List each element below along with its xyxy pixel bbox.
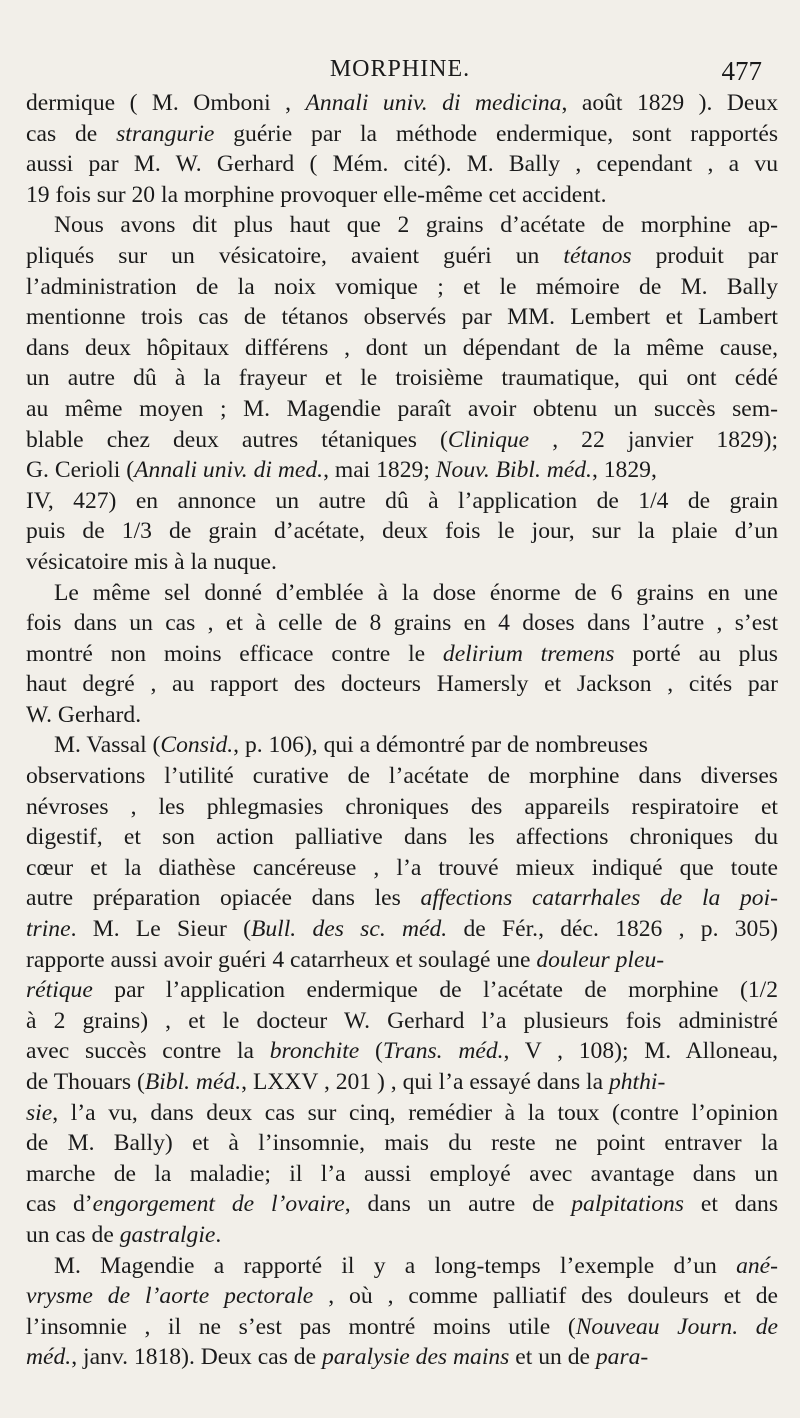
text-line [26, 1220, 778, 1251]
text-line [26, 1281, 778, 1312]
text-run: un cas de [26, 1221, 120, 1248]
text-run: , 22 janvier 1829); [529, 426, 778, 453]
italic-run: paralysie des mains [321, 1344, 510, 1371]
italic-run: sie [26, 1099, 53, 1126]
text-line [26, 425, 778, 456]
paragraph [26, 88, 778, 210]
italic-run: ané- [736, 1252, 778, 1279]
text-run: l’insomnie , il ne s’est pas montré moins utile ( [26, 1313, 576, 1340]
text-line [26, 669, 778, 700]
text-run: fois dans un cas , et à celle de 8 grains en 4 doses dans l’autre , s’est [26, 610, 778, 637]
paragraph [26, 730, 778, 1250]
text-run: et dans [684, 1191, 778, 1218]
paragraph [26, 1251, 778, 1373]
text-line [26, 180, 778, 211]
text-line [26, 486, 778, 517]
text-run: de Fér., déc. 1826 , p. 305) [447, 916, 778, 943]
text-line [26, 883, 778, 914]
text-run: et un de [509, 1344, 596, 1371]
text-run: Le même sel donné d’emblée à la dose énorme de 6 grains en une [54, 579, 778, 606]
text-run: porté au plus [614, 640, 778, 667]
italic-run: rétique [26, 977, 93, 1004]
running-title: MORPHINE. [329, 56, 471, 82]
italic-run: Trans. méd. [382, 1038, 504, 1065]
text-run: . [215, 1221, 222, 1248]
italic-run: strangurie [116, 120, 215, 147]
italic-run: tétanos [563, 242, 632, 269]
text-run: l’administration de la noix vomique ; et le mémoire de M. Bally [26, 273, 778, 300]
page-number: 477 [721, 56, 762, 86]
text-line [26, 516, 778, 547]
italic-run: engorgement de l’ovaire [92, 1191, 345, 1218]
text-run: au même moyen ; M. Magendie paraît avoir obtenu un succès sem- [26, 395, 778, 422]
text-run: cas d’ [26, 1191, 93, 1218]
italic-run: Nouveau Journ. de [575, 1313, 778, 1340]
page-header [0, 56, 800, 90]
text-run: avec succès contre la [26, 1038, 270, 1065]
text-run: marche de la maladie; il l’a aussi employé avec avantage dans un [26, 1160, 778, 1187]
italic-run: phthi- [608, 1069, 666, 1095]
text-run: vésicatoire mis à la nuque. [26, 548, 277, 575]
paragraph [26, 210, 778, 577]
text-line [26, 608, 778, 639]
text-run: montré non moins efficace contre le [26, 640, 443, 667]
text-run: à 2 grains) , et le docteur W. Gerhard l’a plusieurs fois administré [26, 1007, 778, 1034]
text-line [26, 1189, 778, 1220]
paragraph [26, 578, 778, 731]
text-run: digestif, et son action palliative dans les affections chroniques du [26, 824, 778, 851]
text-line [26, 1006, 778, 1037]
text-line [26, 394, 778, 425]
text-line [26, 1342, 778, 1373]
italic-run: Bull. des sc. méd. [250, 916, 448, 943]
text-run: puis de 1/3 de grain d’acétate, deux fois le jour, sur la plaie d’un [26, 518, 778, 545]
text-line [26, 822, 778, 853]
text-line [26, 149, 778, 180]
text-run: , où , comme palliatif des douleurs et de [313, 1283, 778, 1310]
text-run: dans deux hôpitaux différens , dont un dépendant de la même cause, [26, 334, 778, 361]
text-run: cas de [26, 120, 117, 147]
text-run: W. Gerhard. [26, 701, 142, 728]
text-run: névroses , les phlegmasies chroniques des appareils respiratoire et [26, 793, 778, 820]
text-run: observations l’utilité curative de l’acétate de morphine dans diverses [26, 763, 778, 790]
text-run: aussi par M. W. Gerhard ( Mém. cité). M. Bally , cependant , a vu [26, 151, 778, 178]
text-run: , LXXV , 201 ) , qui l’a essayé dans la [241, 1069, 609, 1095]
text-run: M. Vassal ( [54, 732, 161, 759]
text-line [26, 1251, 778, 1282]
text-run: cœur et la diathèse cancéreuse , l’a trouvé mieux indiqué que toute [26, 854, 778, 881]
text-line [26, 88, 778, 119]
text-line [26, 547, 778, 578]
text-line [26, 578, 778, 609]
text-run: , dans un autre de [344, 1191, 572, 1218]
text-line [26, 241, 778, 272]
text-run: , p. 106), qui a démontré par de nombreuses [233, 732, 648, 759]
text-run: de M. Bally) et à l’insomnie, mais du reste ne point entraver la [26, 1130, 778, 1157]
text-line [26, 730, 778, 761]
italic-run: Consid. [160, 732, 234, 759]
text-line [26, 700, 778, 731]
text-run: blable chez deux autres tétaniques ( [26, 426, 448, 453]
italic-run: trine [26, 916, 71, 943]
text-line [26, 761, 778, 792]
text-run: , mai 1829; [323, 457, 436, 484]
text-line [26, 639, 778, 670]
text-line [26, 1067, 778, 1098]
italic-run: vrysme de l’aorte pectorale [26, 1283, 314, 1310]
italic-run: gastralgie [119, 1221, 216, 1248]
text-run: G. Cerioli ( [26, 457, 135, 484]
text-run: IV, 427) en annonce un autre dû à l’application de 1/4 de grain [26, 487, 778, 514]
text-run: Nous avons dit plus haut que 2 grains d’acétate de morphine ap- [54, 212, 778, 239]
text-run: M. Magendie a rapporté il y a long-temps l’exemple d’un [54, 1252, 737, 1279]
text-run: ( [359, 1038, 383, 1065]
italic-run: méd. [26, 1344, 72, 1371]
text-line [26, 1098, 778, 1129]
text-run: de Thouars ( [26, 1069, 145, 1095]
text-run: un autre dû à la frayeur et le troisième traumatique, qui ont cédé [26, 365, 778, 392]
text-run: produit par [631, 242, 778, 269]
text-line [26, 1312, 778, 1343]
text-line [26, 333, 778, 364]
text-run: haut degré , au rapport des docteurs Hamersly et Jackson , cités par [26, 671, 778, 698]
italic-run: palpitations [571, 1191, 684, 1218]
text-line [26, 914, 778, 945]
italic-run: Clinique [447, 426, 530, 453]
text-run: , 1829, [591, 457, 657, 484]
text-run: , V , 108); M. Alloneau, [503, 1038, 778, 1065]
text-run: autre préparation opiacée dans les [26, 885, 421, 912]
text-line [26, 975, 778, 1006]
text-line [26, 792, 778, 823]
italic-run: bronchite [269, 1038, 360, 1065]
text-line [26, 119, 778, 150]
text-run: mentionne trois cas de tétanos observés par MM. Lembert et Lambert [26, 304, 778, 331]
text-line [26, 455, 778, 486]
text-line [26, 945, 778, 976]
text-line [26, 302, 778, 333]
body-text [26, 88, 778, 1373]
text-run: guérie par la méthode endermique, sont rapportés [214, 120, 778, 147]
italic-run: delirium tremens [442, 640, 615, 667]
italic-run: Annali univ. di medicina [305, 90, 562, 116]
text-line [26, 1128, 778, 1159]
italic-run: douleur pleu- [536, 946, 665, 973]
text-run: par l’application endermique de l’acétate de morphine (1/2 [92, 977, 778, 1004]
text-line [26, 1036, 778, 1067]
text-line [26, 853, 778, 884]
text-line [26, 1159, 778, 1190]
text-run: 19 fois sur 20 la morphine provoquer elle-même cet accident. [26, 181, 607, 208]
text-run: , janv. 1818). Deux cas de [71, 1344, 322, 1371]
text-run: rapporte aussi avoir guéri 4 catarrheux et soulagé une [26, 946, 537, 973]
italic-run: Bibl. méd. [144, 1069, 242, 1095]
italic-run: Nouv. Bibl. méd. [435, 457, 592, 484]
italic-run: Annali univ. di med. [134, 457, 324, 484]
text-line [26, 210, 778, 241]
italic-run: para- [595, 1344, 649, 1371]
text-line [26, 272, 778, 303]
text-line [26, 363, 778, 394]
text-run: . M. Le Sieur ( [70, 916, 251, 943]
text-run: pliqués sur un vésicatoire, avaient guéri un [26, 242, 564, 269]
text-run: , août 1829 ). Deux [561, 90, 778, 116]
italic-run: affections catarrhales de la poi- [420, 885, 778, 912]
text-run: , l’a vu, dans deux cas sur cinq, remédier à la toux (contre l’opinion [52, 1099, 778, 1126]
text-run: dermique ( M. Omboni , [26, 90, 306, 116]
